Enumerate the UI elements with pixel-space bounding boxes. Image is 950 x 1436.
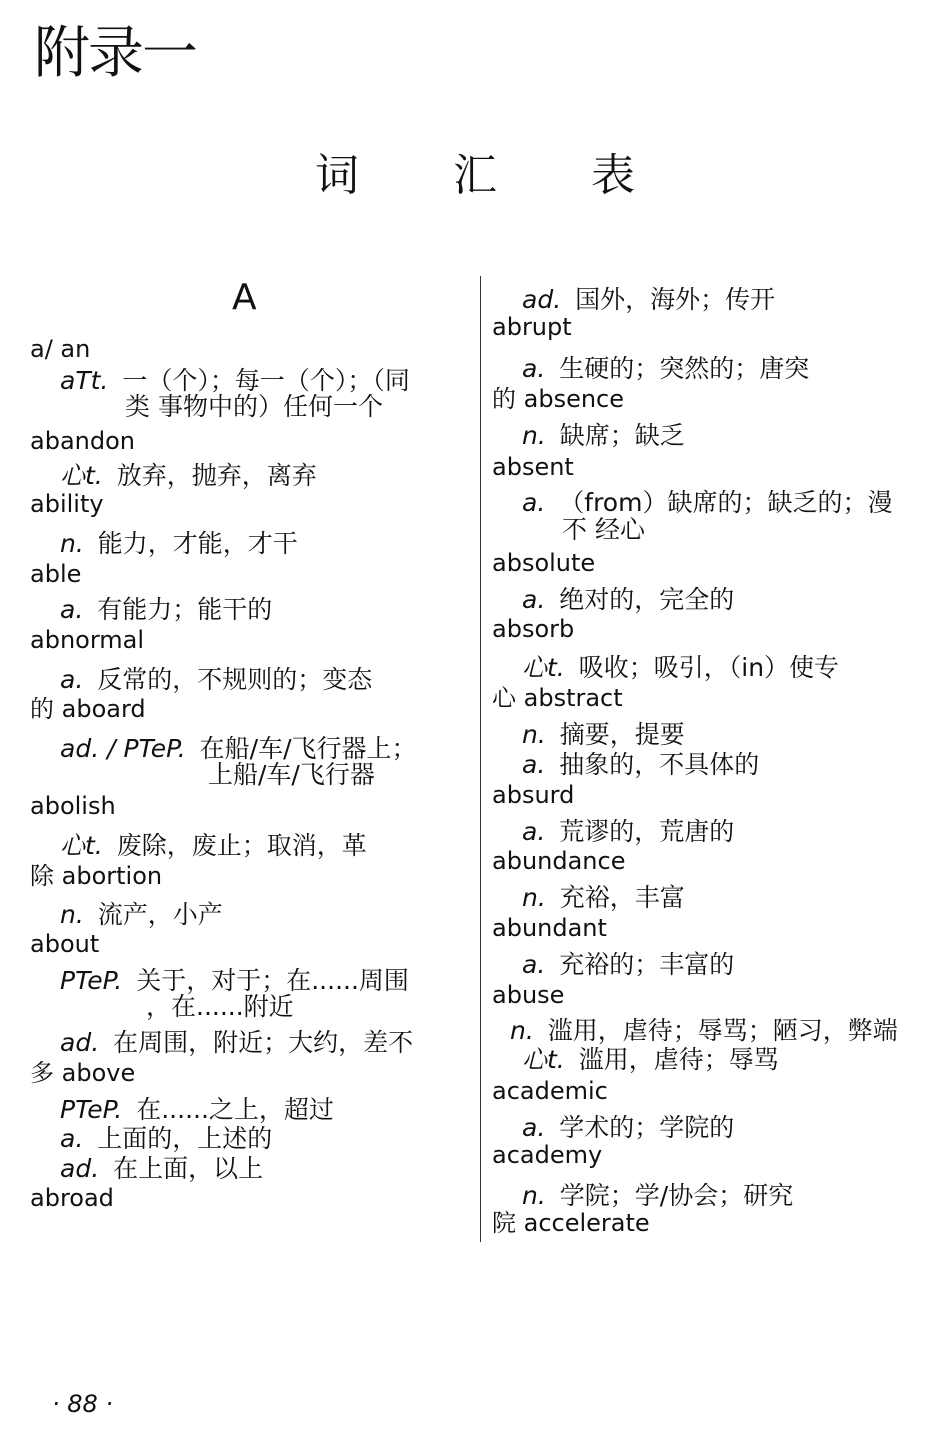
entry-sense (522, 722, 685, 747)
entry-sense (60, 833, 367, 858)
entry-sense (522, 885, 685, 910)
definition-text: 滥用，虐待；辱骂 (578, 1045, 779, 1074)
part-of-speech: a. (522, 817, 546, 846)
part-of-speech: a. (522, 585, 546, 614)
entry-sense (522, 952, 734, 977)
page-number: · 88 · (52, 1390, 114, 1418)
part-of-speech: n. (60, 529, 84, 558)
entry-sense (522, 655, 839, 680)
part-of-speech: PTeP. (60, 966, 123, 995)
definition-text: 关于，对于；在......周围 (136, 966, 409, 995)
entry-sense (522, 1115, 734, 1140)
entry-sense (60, 1097, 334, 1122)
entry-sense (60, 736, 417, 761)
entry-headword: 多 above (30, 1059, 136, 1087)
entry-headword: 除 abortion (30, 862, 163, 890)
definition-text: 在......之上，超过 (136, 1095, 334, 1124)
definition-text: 反常的，不规则的；变态 (97, 665, 373, 694)
part-of-speech: 心t. (522, 1045, 565, 1074)
entry-sense (60, 368, 410, 393)
entry-headword: abundance (492, 847, 626, 875)
part-of-speech: PTeP. (60, 1095, 123, 1124)
page-heading: 词 汇 表 (315, 150, 675, 201)
entry-sense (522, 423, 685, 448)
part-of-speech: ad. (522, 285, 562, 314)
part-of-speech: n. (522, 720, 546, 749)
entry-headword: abrupt (492, 313, 572, 341)
entry-sense (522, 587, 734, 612)
entry-sense (510, 1018, 898, 1043)
definition-text: 能力，才能，才干 (97, 529, 298, 558)
entry-headword: absolute (492, 549, 596, 577)
part-of-speech: a. (522, 750, 546, 779)
entry-sense (60, 968, 409, 993)
entry-sense (60, 667, 372, 692)
entry-headword: abroad (30, 1184, 114, 1212)
entry-headword: academy (492, 1141, 603, 1169)
part-of-speech: n. (522, 421, 546, 450)
entry-sense (60, 1126, 272, 1151)
definition-text: 生硬的；突然的；唐突 (559, 354, 810, 383)
entry-headword: ability (30, 490, 104, 518)
entry-headword: able (30, 560, 82, 588)
definition-text: 放弃，抛弃，离弃 (116, 461, 317, 490)
part-of-speech: 心t. (60, 831, 103, 860)
entry-sense (60, 1030, 413, 1055)
part-of-speech: ad. / PTeP. (60, 734, 186, 763)
entry-headword: 的 absence (492, 385, 625, 413)
part-of-speech: n. (522, 883, 546, 912)
entry-sense (522, 490, 892, 515)
definition-text: 缺席；缺乏 (559, 421, 685, 450)
definition-text: 上面的，上述的 (97, 1124, 273, 1153)
entry-headword: absorb (492, 615, 575, 643)
entry-sense (60, 1156, 263, 1181)
part-of-speech: a. (522, 354, 546, 383)
definition-text: 一（个）；每一（个）；（同 (122, 366, 410, 395)
definition-text: 摘要，提要 (559, 720, 685, 749)
part-of-speech: a. (522, 950, 546, 979)
definition-continuation: 不 经心 (562, 515, 645, 544)
part-of-speech: n. (522, 1181, 546, 1210)
appendix-title: 附录一 (34, 21, 196, 86)
definition-text: 滥用，虐待；辱骂；陋习，弊端 (547, 1016, 898, 1045)
entry-headword: absurd (492, 781, 575, 809)
definition-text: （from）缺席的；缺乏的；漫 (559, 488, 893, 517)
entry-headword: academic (492, 1077, 608, 1105)
entry-headword: 心 abstract (492, 684, 623, 712)
entry-sense (522, 356, 809, 381)
part-of-speech: aTt. (60, 366, 109, 395)
definition-text: 学院；学/协会；研究 (559, 1181, 794, 1210)
definition-text: 国外，海外；传开 (575, 285, 776, 314)
part-of-speech: a. (60, 595, 84, 624)
part-of-speech: ad. (60, 1028, 100, 1057)
column-divider (480, 276, 481, 1242)
entry-sense (522, 819, 734, 844)
entry-headword: 的 aboard (30, 695, 146, 723)
definition-continuation: 上船/车/飞行器 (208, 760, 375, 789)
entry-headword: abundant (492, 914, 607, 942)
section-letter: A (232, 277, 257, 318)
entry-sense (60, 902, 223, 927)
entry-sense (522, 1047, 779, 1072)
definition-text: 抽象的，不具体的 (559, 750, 760, 779)
entry-sense (522, 752, 759, 777)
definition-text: 充裕，丰富 (559, 883, 685, 912)
entry-sense (60, 597, 272, 622)
definition-text: 废除，废止；取消，革 (116, 831, 367, 860)
part-of-speech: n. (510, 1016, 534, 1045)
entry-headword: 院 accelerate (492, 1209, 650, 1237)
definition-text: 在上面，以上 (113, 1154, 264, 1183)
definition-text: 流产，小产 (97, 900, 223, 929)
part-of-speech: a. (522, 488, 546, 517)
part-of-speech: 心t. (522, 653, 565, 682)
part-of-speech: n. (60, 900, 84, 929)
definition-text: 学术的；学院的 (559, 1113, 735, 1142)
definition-continuation: ，在......附近 (146, 992, 294, 1021)
entry-headword: abolish (30, 792, 116, 820)
entry-sense (522, 287, 775, 312)
entry-headword: abandon (30, 427, 135, 455)
part-of-speech: a. (522, 1113, 546, 1142)
definition-text: 在船/车/飞行器上； (199, 734, 417, 763)
entry-headword: absent (492, 453, 574, 481)
definition-text: 在周围，附近；大约，差不 (113, 1028, 414, 1057)
entry-headword: abuse (492, 981, 565, 1009)
entry-headword: a/ an (30, 335, 91, 363)
part-of-speech: ad. (60, 1154, 100, 1183)
part-of-speech: 心t. (60, 461, 103, 490)
definition-text: 充裕的；丰富的 (559, 950, 735, 979)
entry-sense (522, 1183, 793, 1208)
entry-headword: about (30, 930, 100, 958)
entry-sense (60, 531, 298, 556)
definition-text: 绝对的，完全的 (559, 585, 735, 614)
part-of-speech: a. (60, 1124, 84, 1153)
definition-text: 有能力；能干的 (97, 595, 273, 624)
definition-continuation: 类 事物中的）任何一个 (125, 392, 383, 421)
part-of-speech: a. (60, 665, 84, 694)
entry-headword: abnormal (30, 626, 145, 654)
entry-sense (60, 463, 317, 488)
definition-text: 荒谬的，荒唐的 (559, 817, 735, 846)
definition-text: 吸收；吸引，（in）使专 (578, 653, 840, 682)
